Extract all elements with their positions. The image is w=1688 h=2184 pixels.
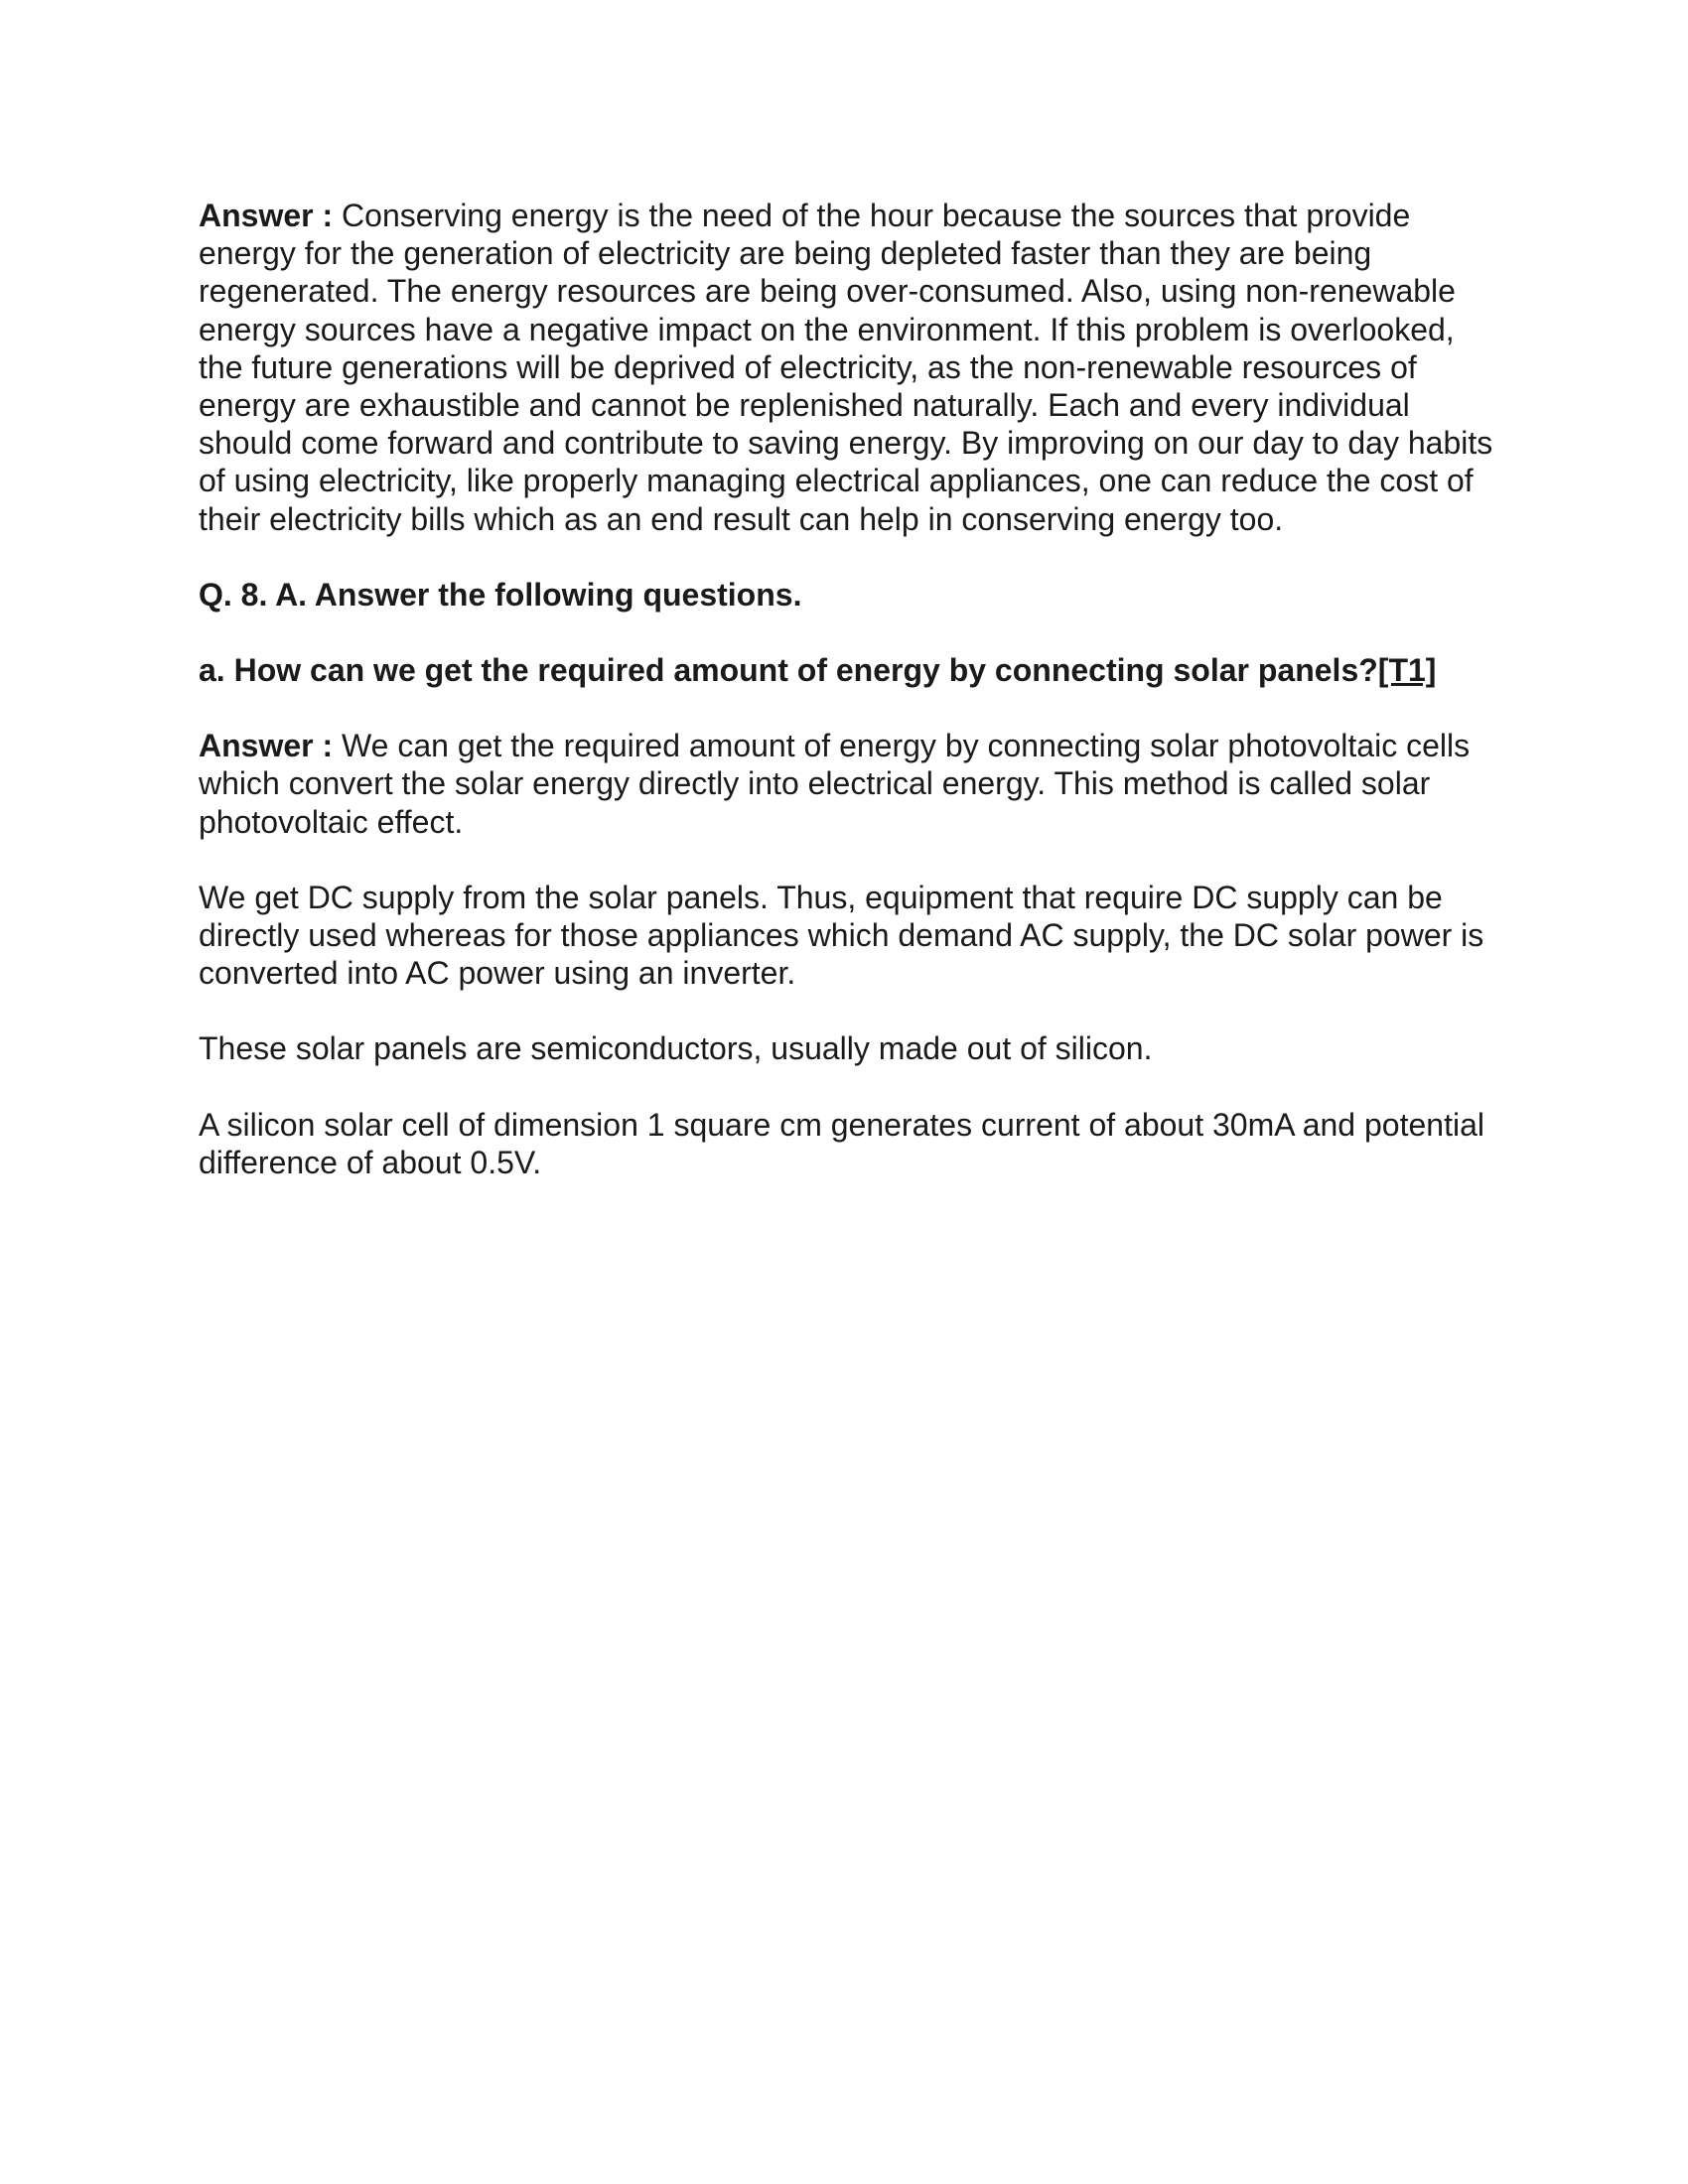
question-8-heading: Q. 8. A. Answer the following questions. [199,576,802,613]
reference-link-t1[interactable]: [T1] [1377,652,1437,689]
paragraph-dc-supply: We get DC supply from the solar panels. Thus, equipment that require DC supply can be directly used whereas for those appliances which demand AC supply, the DC solar power is converted into AC power using an inverter. [199,879,1484,992]
answer-label: Answer : [199,198,334,233]
answer-text: We can get the required amount of energy by connecting solar photovoltaic cells which convert the solar energy directly into electrical energy. This method is called solar photovoltaic effect. [199,728,1471,840]
paragraph-semiconductors: These solar panels are semiconductors, usually made out of silicon. [199,1030,1153,1067]
answer-label: Answer : [199,728,334,764]
answer-paragraph-energy-conservation [199,197,1499,538]
answer-paragraph-solar-panels [199,727,1499,841]
paragraph-solar-cell-output: A silicon solar cell of dimension 1 square cm generates current of about 30mA and potential difference of about 0.5V. [199,1106,1484,1180]
answer-text: Conserving energy is the need of the hour because the sources that provide energy for the generation of electricity are being depleted faster than they are being regenerated. The energy resources are being over-consumed. Also, using non-renewable energy sources have a negative impact on the environment. If this problem is overlooked, the future generations will be deprived of electricity, as the non-renewable resources of energy are exhaustible and cannot be replenished naturally. Each and every individual should come forward and contribute to saving energy. By improving on our day to day habits of using electricity, like properly managing electrical appliances, one can reduce the cost of their electricity bills which as an end result can help in conserving energy too. [199,198,1493,537]
question-a [199,651,1499,689]
question-a-text: a. How can we get the required amount of energy by connecting solar panels? [199,652,1378,689]
document-body [199,197,1499,1219]
